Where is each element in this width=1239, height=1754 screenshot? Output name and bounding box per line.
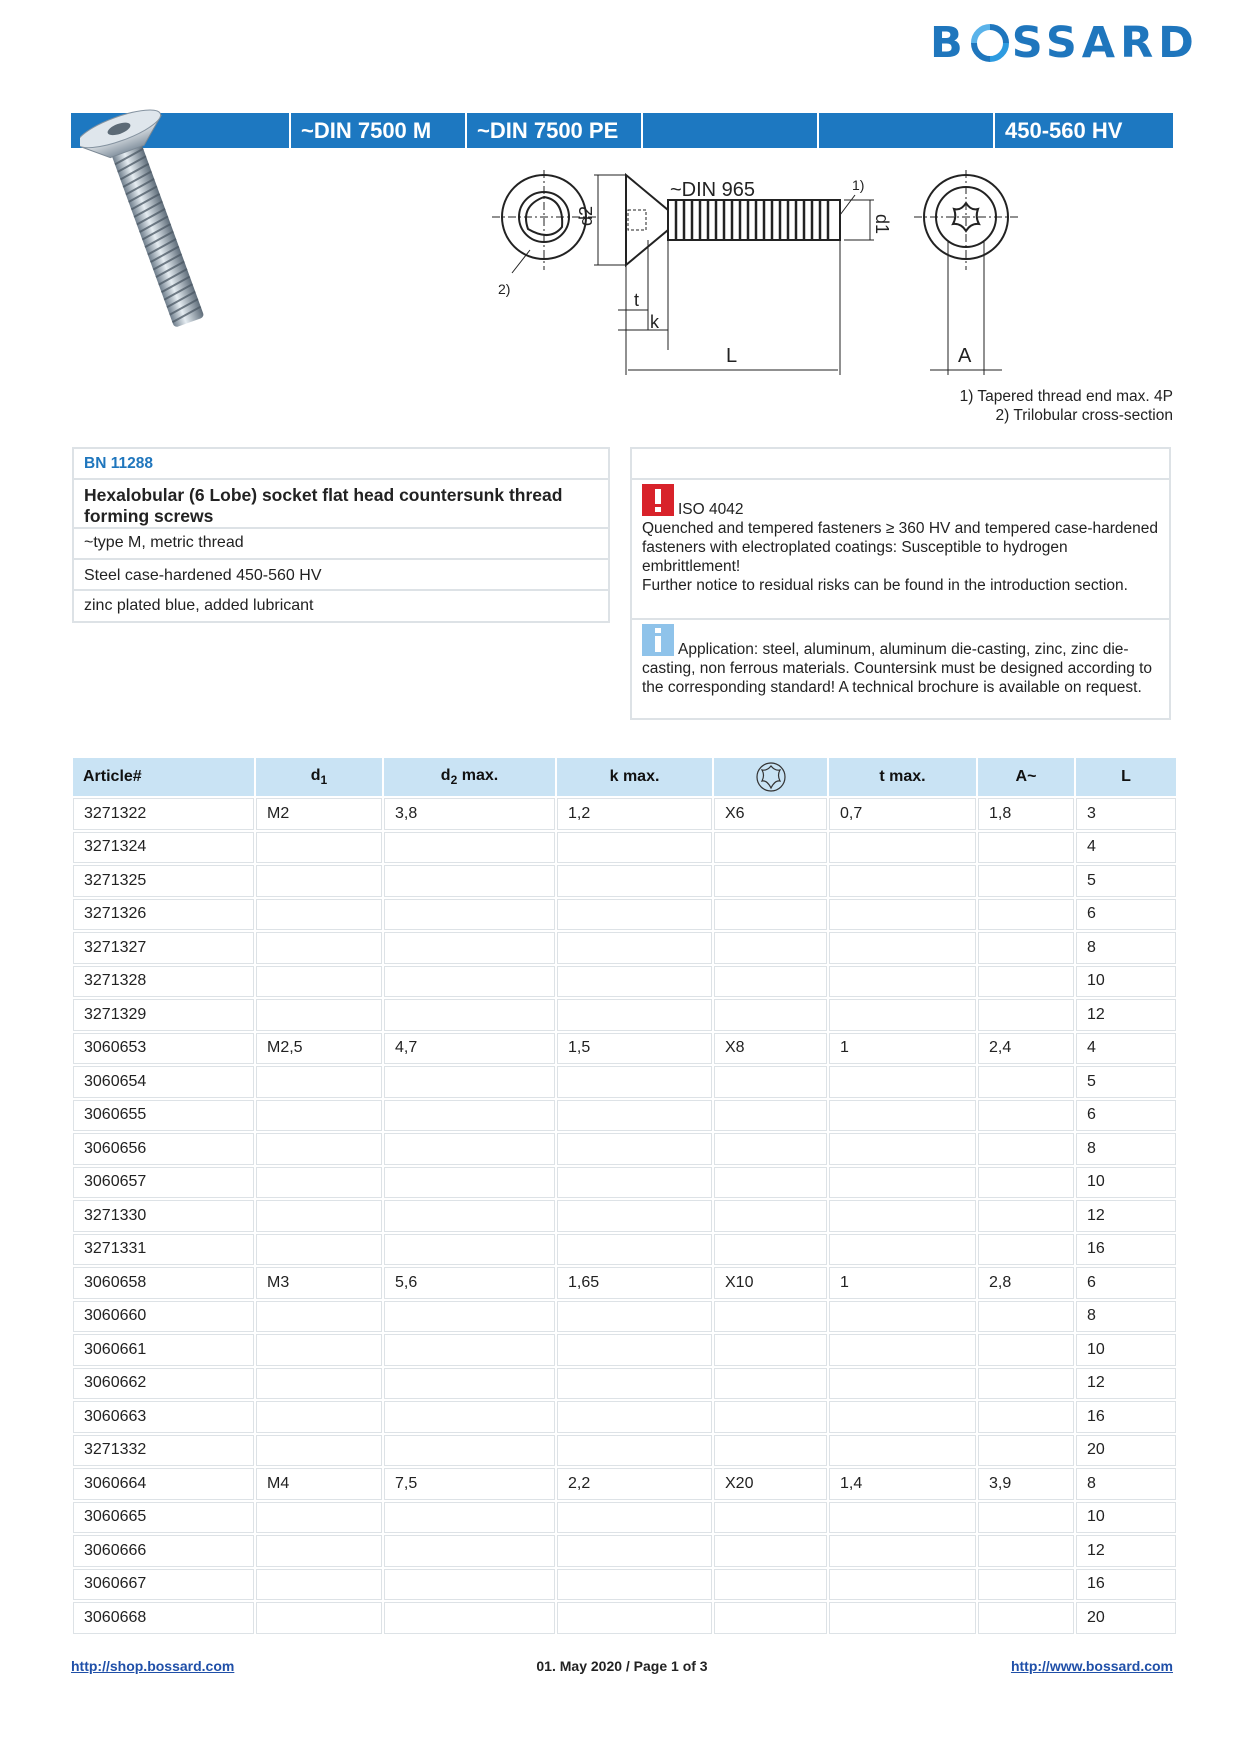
- cell-d2: [384, 1535, 555, 1567]
- cell-d1: [256, 1435, 382, 1467]
- page-info: 01. May 2020 / Page 1 of 3: [536, 1658, 708, 1674]
- cell-article: 3271331: [73, 1234, 254, 1266]
- cell-t: [829, 1569, 976, 1601]
- cell-d2: [384, 1401, 555, 1433]
- cell-t: [829, 1200, 976, 1232]
- cell-t: [829, 899, 976, 931]
- cell-drive: [714, 1167, 827, 1199]
- table-row: [73, 1334, 1176, 1366]
- cell-d2: [384, 932, 555, 964]
- header-segment-5: [817, 113, 993, 148]
- table-row: [73, 1267, 1176, 1299]
- cell-k: 1,5: [557, 1033, 712, 1065]
- cell-d2: [384, 1368, 555, 1400]
- cell-drive: [714, 1569, 827, 1601]
- header-segment-din-7500-m: ~DIN 7500 M: [289, 113, 465, 148]
- cell-l: 6: [1076, 899, 1176, 931]
- cell-drive: [714, 1066, 827, 1098]
- cell-d1: [256, 1066, 382, 1098]
- cell-d1: [256, 1502, 382, 1534]
- cell-l: 16: [1076, 1401, 1176, 1433]
- cell-article: 3060664: [73, 1468, 254, 1500]
- bn-number: BN 11288: [74, 449, 608, 480]
- cell-article: 3060657: [73, 1167, 254, 1199]
- cell-a: [978, 1435, 1074, 1467]
- standards-header-bar: [71, 113, 1173, 148]
- cell-drive: [714, 1301, 827, 1333]
- cell-drive: [714, 1502, 827, 1534]
- cell-t: 1: [829, 1267, 976, 1299]
- cell-d1: [256, 1602, 382, 1634]
- cell-drive: [714, 1435, 827, 1467]
- cell-l: 12: [1076, 999, 1176, 1031]
- warning-notice: [632, 480, 1169, 620]
- cell-d2: [384, 1133, 555, 1165]
- cell-d2: [384, 899, 555, 931]
- cell-k: [557, 1535, 712, 1567]
- drawing-dim-d1: d1: [872, 214, 892, 235]
- cell-t: [829, 1234, 976, 1266]
- cell-k: [557, 1100, 712, 1132]
- table-row: [73, 932, 1176, 964]
- cell-t: [829, 1334, 976, 1366]
- logo-ring-icon: [970, 23, 1010, 63]
- cell-a: [978, 899, 1074, 931]
- cell-l: 6: [1076, 1100, 1176, 1132]
- bossard-logo: [930, 18, 1199, 68]
- cell-t: [829, 932, 976, 964]
- cell-k: [557, 1167, 712, 1199]
- cell-a: [978, 1133, 1074, 1165]
- cell-d1: [256, 832, 382, 864]
- cell-l: 16: [1076, 1234, 1176, 1266]
- cell-d2: [384, 1301, 555, 1333]
- col-header-article: Article#: [73, 758, 254, 796]
- footnote-1: 1) Tapered thread end max. 4P: [959, 388, 1173, 405]
- cell-l: 8: [1076, 1468, 1176, 1500]
- cell-drive: [714, 1100, 827, 1132]
- product-title: Hexalobular (6 Lobe) socket flat head countersunk thread forming screws: [74, 480, 608, 529]
- cell-a: [978, 1301, 1074, 1333]
- cell-k: [557, 932, 712, 964]
- cell-drive: [714, 966, 827, 998]
- cell-d1: [256, 1368, 382, 1400]
- cell-t: [829, 1133, 976, 1165]
- table-row: [73, 1502, 1176, 1534]
- cell-a: 2,8: [978, 1267, 1074, 1299]
- drawing-footnotes: [960, 387, 1173, 425]
- cell-k: 1,65: [557, 1267, 712, 1299]
- cell-d1: [256, 1401, 382, 1433]
- cell-a: [978, 1602, 1074, 1634]
- cell-d1: [256, 1133, 382, 1165]
- cell-d2: [384, 1435, 555, 1467]
- cell-t: [829, 1301, 976, 1333]
- table-row: [73, 1535, 1176, 1567]
- cell-article: 3060663: [73, 1401, 254, 1433]
- warning-text: Quenched and tempered fasteners ≥ 360 HV and tempered case-hardened fasteners with electroplated coatings: Susceptible to hydrogen embrittlement!: [642, 520, 1159, 575]
- cell-drive: [714, 865, 827, 897]
- cell-k: [557, 1435, 712, 1467]
- technical-drawing: [490, 170, 1140, 385]
- article-table-wrap: [71, 756, 1172, 1636]
- cell-t: 0,7: [829, 798, 976, 830]
- table-row: [73, 1133, 1176, 1165]
- cell-d1: [256, 865, 382, 897]
- cell-a: [978, 832, 1074, 864]
- warning-note: Further notice to residual risks can be found in the introduction section.: [642, 577, 1128, 594]
- cell-a: [978, 1368, 1074, 1400]
- header-segment-4: [641, 113, 817, 148]
- table-row: [73, 865, 1176, 897]
- cell-d2: [384, 1502, 555, 1534]
- cell-article: 3060658: [73, 1267, 254, 1299]
- cell-drive: [714, 832, 827, 864]
- cell-l: 12: [1076, 1535, 1176, 1567]
- cell-d2: [384, 832, 555, 864]
- cell-k: [557, 1234, 712, 1266]
- cell-drive: [714, 1334, 827, 1366]
- table-row: [73, 1569, 1176, 1601]
- article-table: [71, 756, 1178, 1636]
- cell-l: 12: [1076, 1200, 1176, 1232]
- cell-d1: [256, 1535, 382, 1567]
- drawing-dim-a: A: [958, 345, 972, 367]
- table-row: [73, 966, 1176, 998]
- cell-k: [557, 1569, 712, 1601]
- cell-t: 1: [829, 1033, 976, 1065]
- cell-d2: [384, 1100, 555, 1132]
- cell-k: [557, 1334, 712, 1366]
- cell-l: 16: [1076, 1569, 1176, 1601]
- cell-t: [829, 1100, 976, 1132]
- cell-k: [557, 1502, 712, 1534]
- table-row: [73, 1468, 1176, 1500]
- cell-a: [978, 966, 1074, 998]
- cell-d1: [256, 1100, 382, 1132]
- cell-d1: [256, 932, 382, 964]
- notice-header-row: [632, 449, 1169, 480]
- cell-t: [829, 1401, 976, 1433]
- cell-drive: [714, 899, 827, 931]
- cell-l: 3: [1076, 798, 1176, 830]
- table-row: [73, 999, 1176, 1031]
- cell-l: 20: [1076, 1602, 1176, 1634]
- cell-article: 3060667: [73, 1569, 254, 1601]
- cell-k: [557, 1200, 712, 1232]
- cell-l: 6: [1076, 1267, 1176, 1299]
- table-row: [73, 1301, 1176, 1333]
- cell-k: [557, 865, 712, 897]
- cell-d2: [384, 1569, 555, 1601]
- cell-a: [978, 932, 1074, 964]
- cell-a: [978, 865, 1074, 897]
- cell-t: [829, 1502, 976, 1534]
- cell-article: 3271327: [73, 932, 254, 964]
- cell-d1: [256, 966, 382, 998]
- table-row: [73, 1100, 1176, 1132]
- cell-article: 3060654: [73, 1066, 254, 1098]
- cell-d2: [384, 1602, 555, 1634]
- cell-k: [557, 1602, 712, 1634]
- cell-k: [557, 1401, 712, 1433]
- table-row: [73, 1066, 1176, 1098]
- cell-a: [978, 1200, 1074, 1232]
- thread-type: ~type M, metric thread: [74, 529, 608, 560]
- cell-a: [978, 1334, 1074, 1366]
- notice-box: [630, 447, 1171, 720]
- cell-l: 5: [1076, 1066, 1176, 1098]
- cell-d2: [384, 1234, 555, 1266]
- drawing-std-label: ~DIN 965: [670, 179, 756, 201]
- cell-article: 3060665: [73, 1502, 254, 1534]
- cell-k: [557, 999, 712, 1031]
- cell-article: 3271332: [73, 1435, 254, 1467]
- cell-article: 3271325: [73, 865, 254, 897]
- page-footer: [71, 1658, 1173, 1678]
- article-table-body: [73, 798, 1176, 1634]
- cell-d1: M3: [256, 1267, 382, 1299]
- col-header-d2: $d_2$ max.: [384, 758, 555, 796]
- shop-link[interactable]: http://shop.bossard.com: [71, 1658, 235, 1674]
- cell-l: 10: [1076, 1167, 1176, 1199]
- cell-t: [829, 865, 976, 897]
- cell-l: 4: [1076, 1033, 1176, 1065]
- table-row: [73, 899, 1176, 931]
- info-text: Application: steel, aluminum, aluminum die-casting, zinc, zinc die-casting, non ferrous materials. Countersink must be designed according to the corresponding standard! A technical brochure is available on request.: [642, 641, 1153, 696]
- cell-a: [978, 1167, 1074, 1199]
- cell-k: [557, 1133, 712, 1165]
- product-photo: [80, 104, 230, 334]
- col-header-a: A~: [978, 758, 1074, 796]
- cell-k: [557, 1368, 712, 1400]
- product-spec-box: [72, 447, 610, 623]
- cell-t: [829, 966, 976, 998]
- table-row: [73, 1435, 1176, 1467]
- cell-article: 3271329: [73, 999, 254, 1031]
- cell-t: [829, 1602, 976, 1634]
- table-row: [73, 1401, 1176, 1433]
- cell-article: 3060656: [73, 1133, 254, 1165]
- cell-drive: X20: [714, 1468, 827, 1500]
- cell-d2: [384, 865, 555, 897]
- cell-d2: 3,8: [384, 798, 555, 830]
- drawing-dim-l: L: [726, 345, 738, 367]
- col-header-drive: [714, 758, 827, 796]
- cell-d1: [256, 1301, 382, 1333]
- cell-k: [557, 1066, 712, 1098]
- drawing-dim-t: t: [634, 290, 640, 310]
- footnote-2: 2) Trilobular cross-section: [995, 407, 1173, 424]
- cell-a: 2,4: [978, 1033, 1074, 1065]
- cell-a: [978, 1401, 1074, 1433]
- info-notice: [632, 620, 1169, 701]
- table-row: [73, 1167, 1176, 1199]
- cell-drive: X6: [714, 798, 827, 830]
- cell-article: 3060666: [73, 1535, 254, 1567]
- cell-k: [557, 832, 712, 864]
- cell-d1: [256, 1200, 382, 1232]
- cell-d1: [256, 1167, 382, 1199]
- drawing-dim-d2: d2: [576, 205, 596, 226]
- cell-d2: 5,6: [384, 1267, 555, 1299]
- cell-drive: X10: [714, 1267, 827, 1299]
- warning-heading: ISO 4042: [678, 501, 744, 518]
- cell-l: 8: [1076, 1133, 1176, 1165]
- cell-k: 1,2: [557, 798, 712, 830]
- cell-drive: [714, 1234, 827, 1266]
- material: Steel case-hardened 450-560 HV: [74, 560, 608, 591]
- cell-d1: [256, 1234, 382, 1266]
- cell-l: 20: [1076, 1435, 1176, 1467]
- surface-finish: zinc plated blue, added lubricant: [84, 597, 314, 614]
- cell-t: [829, 1368, 976, 1400]
- cell-drive: [714, 932, 827, 964]
- cell-d2: [384, 1066, 555, 1098]
- cell-article: 3060661: [73, 1334, 254, 1366]
- table-row: [73, 832, 1176, 864]
- cell-d2: 4,7: [384, 1033, 555, 1065]
- cell-drive: [714, 1200, 827, 1232]
- table-row: [73, 1234, 1176, 1266]
- drawing-ref-2: 2): [498, 281, 511, 297]
- col-header-l: L: [1076, 758, 1176, 796]
- cell-l: 4: [1076, 832, 1176, 864]
- cell-t: 1,4: [829, 1468, 976, 1500]
- cell-a: [978, 1502, 1074, 1534]
- cell-t: [829, 1167, 976, 1199]
- exclamation-icon: [642, 484, 674, 516]
- cell-d2: [384, 966, 555, 998]
- table-row: [73, 798, 1176, 830]
- header-segment-din-7500-pe: ~DIN 7500 PE: [465, 113, 641, 148]
- cell-d2: [384, 1167, 555, 1199]
- cell-k: [557, 899, 712, 931]
- cell-l: 10: [1076, 1334, 1176, 1366]
- cell-article: 3060662: [73, 1368, 254, 1400]
- cell-drive: [714, 1535, 827, 1567]
- cell-l: 8: [1076, 932, 1176, 964]
- cell-a: [978, 1234, 1074, 1266]
- cell-article: 3060655: [73, 1100, 254, 1132]
- table-row: [73, 1033, 1176, 1065]
- cell-d1: M2: [256, 798, 382, 830]
- website-link[interactable]: http://www.bossard.com: [1010, 1658, 1173, 1674]
- cell-article: 3271330: [73, 1200, 254, 1232]
- cell-article: 3271326: [73, 899, 254, 931]
- logo-text-start: B: [930, 18, 968, 68]
- cell-t: [829, 832, 976, 864]
- hexalobular-drive-icon: [756, 762, 786, 792]
- info-icon: [642, 624, 674, 656]
- cell-d1: [256, 999, 382, 1031]
- header-segment-hardness: 450-560 HV: [993, 113, 1173, 148]
- cell-d1: M2,5: [256, 1033, 382, 1065]
- cell-a: [978, 1100, 1074, 1132]
- cell-d1: [256, 1334, 382, 1366]
- table-row: [73, 1200, 1176, 1232]
- cell-article: 3060668: [73, 1602, 254, 1634]
- cell-d2: [384, 1334, 555, 1366]
- cell-a: [978, 999, 1074, 1031]
- table-header-row: [73, 758, 1176, 796]
- table-row: [73, 1602, 1176, 1634]
- cell-k: [557, 1301, 712, 1333]
- cell-l: 10: [1076, 966, 1176, 998]
- cell-k: [557, 966, 712, 998]
- cell-d2: 7,5: [384, 1468, 555, 1500]
- col-header-d1: $d_1$: [256, 758, 382, 796]
- cell-drive: X8: [714, 1033, 827, 1065]
- cell-drive: [714, 1401, 827, 1433]
- cell-article: 3271322: [73, 798, 254, 830]
- cell-l: 5: [1076, 865, 1176, 897]
- cell-article: 3271328: [73, 966, 254, 998]
- drawing-ref-1: 1): [852, 177, 865, 193]
- cell-l: 8: [1076, 1301, 1176, 1333]
- cell-a: [978, 1569, 1074, 1601]
- cell-d2: [384, 1200, 555, 1232]
- cell-article: 3060653: [73, 1033, 254, 1065]
- cell-drive: [714, 1133, 827, 1165]
- cell-l: 12: [1076, 1368, 1176, 1400]
- cell-d2: [384, 999, 555, 1031]
- cell-drive: [714, 1602, 827, 1634]
- cell-d1: [256, 899, 382, 931]
- cell-l: 10: [1076, 1502, 1176, 1534]
- cell-t: [829, 1535, 976, 1567]
- cell-d1: [256, 1569, 382, 1601]
- cell-d1: M4: [256, 1468, 382, 1500]
- cell-k: 2,2: [557, 1468, 712, 1500]
- cell-article: 3271324: [73, 832, 254, 864]
- drawing-dim-k: k: [650, 312, 659, 332]
- col-header-t: t max.: [829, 758, 976, 796]
- logo-text-end: SSARD: [1011, 18, 1199, 68]
- table-row: [73, 1368, 1176, 1400]
- cell-a: [978, 1066, 1074, 1098]
- col-header-k: k max.: [557, 758, 712, 796]
- cell-t: [829, 1435, 976, 1467]
- cell-a: 1,8: [978, 798, 1074, 830]
- cell-a: 3,9: [978, 1468, 1074, 1500]
- cell-article: 3060660: [73, 1301, 254, 1333]
- cell-t: [829, 999, 976, 1031]
- cell-drive: [714, 1368, 827, 1400]
- cell-drive: [714, 999, 827, 1031]
- cell-a: [978, 1535, 1074, 1567]
- cell-t: [829, 1066, 976, 1098]
